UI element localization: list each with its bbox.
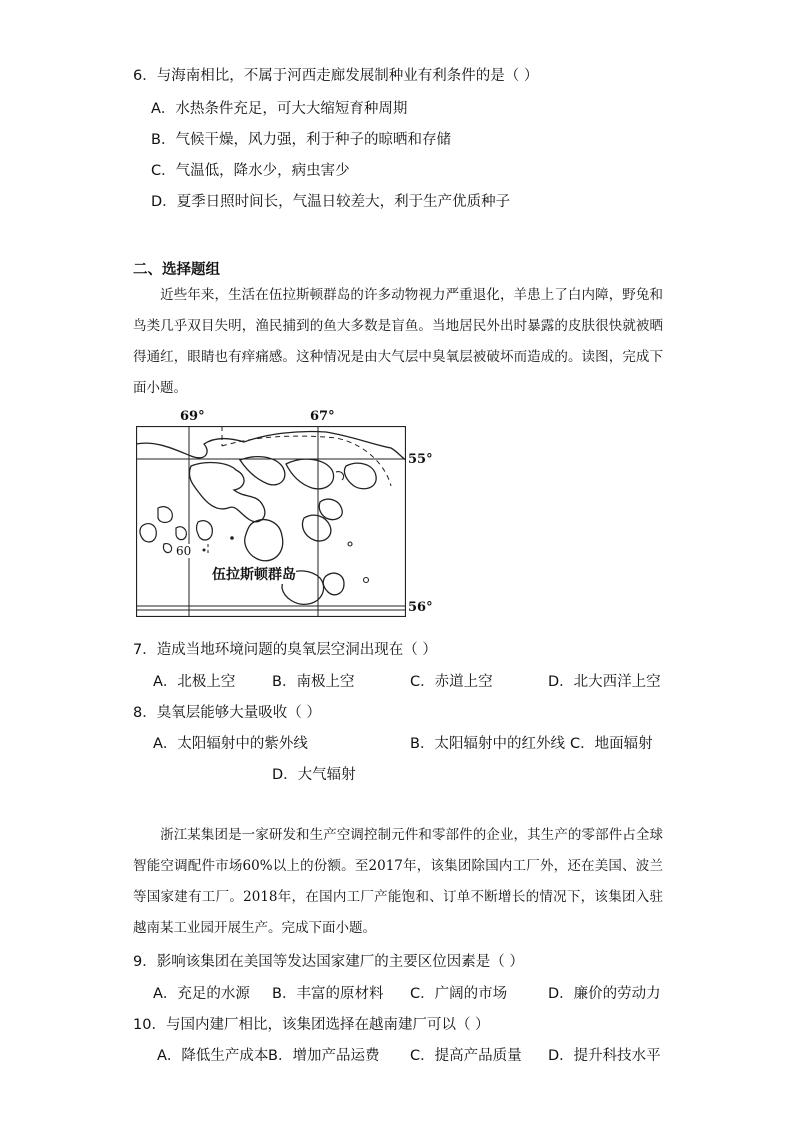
- passage-company-text: 浙江某集团是一家研发和生产空调控制元件和零部件的企业，其生产的零部件占全球智能空调配件市场60%以上的份额。至2017年，该集团除国内工厂外，还在美国、波兰等国家建有工厂。2018年，在国内工厂产能饱和、订单不断增长的情况下，该集团入驻越南某工业园开展生产。完成下面小题。: [133, 827, 663, 936]
- q7-option-d: D．北大西洋上空: [548, 674, 661, 690]
- q9-option-c: C．广阔的市场: [410, 986, 508, 1002]
- q8-option-b: B．太阳辐射中的红外线: [410, 736, 565, 752]
- q10-option-a: A．降低生产成本: [157, 1048, 269, 1064]
- q7-option-c: C．赤道上空: [410, 674, 493, 690]
- q8-stem: 8．臭氧层能够大量吸收（ ）: [133, 705, 321, 721]
- map-island-label: 伍拉斯顿群岛: [212, 564, 296, 584]
- map-contour-label: 60: [176, 544, 192, 558]
- q6-option-c: C．气温低，降水少，病虫害少: [151, 163, 350, 179]
- q8-option-d: D．大气辐射: [272, 767, 356, 783]
- q8-option-a: A．太阳辐射中的紫外线: [153, 736, 308, 752]
- passage-company: [133, 820, 663, 944]
- q6-stem: 6．与海南相比，不属于河西走廊发展制种业有利条件的是（ ）: [133, 68, 539, 84]
- section-title: 二、选择题组: [133, 262, 220, 278]
- passage-ozone-text: 近些年来，生活在伍拉斯顿群岛的许多动物视力严重退化，羊患上了白内障，野兔和鸟类几乎双目失明，渔民捕到的鱼大多数是盲鱼。当地居民外出时暴露的皮肤很快就被晒得通红，眼睛也有痒痛感。这种情况是由大气层中臭氧层被破坏而造成的。读图，完成下面小题。: [133, 287, 663, 396]
- q9-stem: 9．影响该集团在美国等发达国家建厂的主要区位因素是（ ）: [133, 954, 524, 970]
- q6-option-a: A．水热条件充足，可大大缩短育种周期: [151, 101, 408, 117]
- q6-option-b: B．气候干燥，风力强，利于种子的晾晒和存储: [151, 132, 451, 148]
- q7-option-b: B．南极上空: [272, 674, 355, 690]
- map-lat-bottom: 56°: [408, 600, 433, 615]
- passage-ozone: [133, 280, 663, 404]
- map-lon-left: 69°: [180, 409, 205, 424]
- q10-option-c: C．提高产品质量: [410, 1048, 522, 1064]
- q8-option-c: C．地面辐射: [570, 736, 653, 752]
- q7-stem: 7．造成当地环境问题的臭氧层空洞出现在（ ）: [133, 642, 437, 658]
- q7-option-a: A．北极上空: [153, 674, 236, 690]
- q10-option-b: B．增加产品运费: [268, 1048, 380, 1064]
- q6-option-d: D．夏季日照时间长，气温日较差大，利于生产优质种子: [151, 194, 511, 210]
- q10-option-d: D．提升科技水平: [548, 1048, 661, 1064]
- q9-option-b: B．丰富的原材料: [272, 986, 384, 1002]
- q9-option-d: D．廉价的劳动力: [548, 986, 661, 1002]
- map-lon-right: 67°: [310, 409, 335, 424]
- map-svg: [136, 426, 406, 617]
- q10-stem: 10．与国内建厂相比，该集团选择在越南建厂可以（ ）: [133, 1017, 490, 1033]
- q9-option-a: A．充足的水源: [153, 986, 250, 1002]
- map-lat-top: 55°: [408, 452, 433, 467]
- map-figure: [136, 426, 406, 617]
